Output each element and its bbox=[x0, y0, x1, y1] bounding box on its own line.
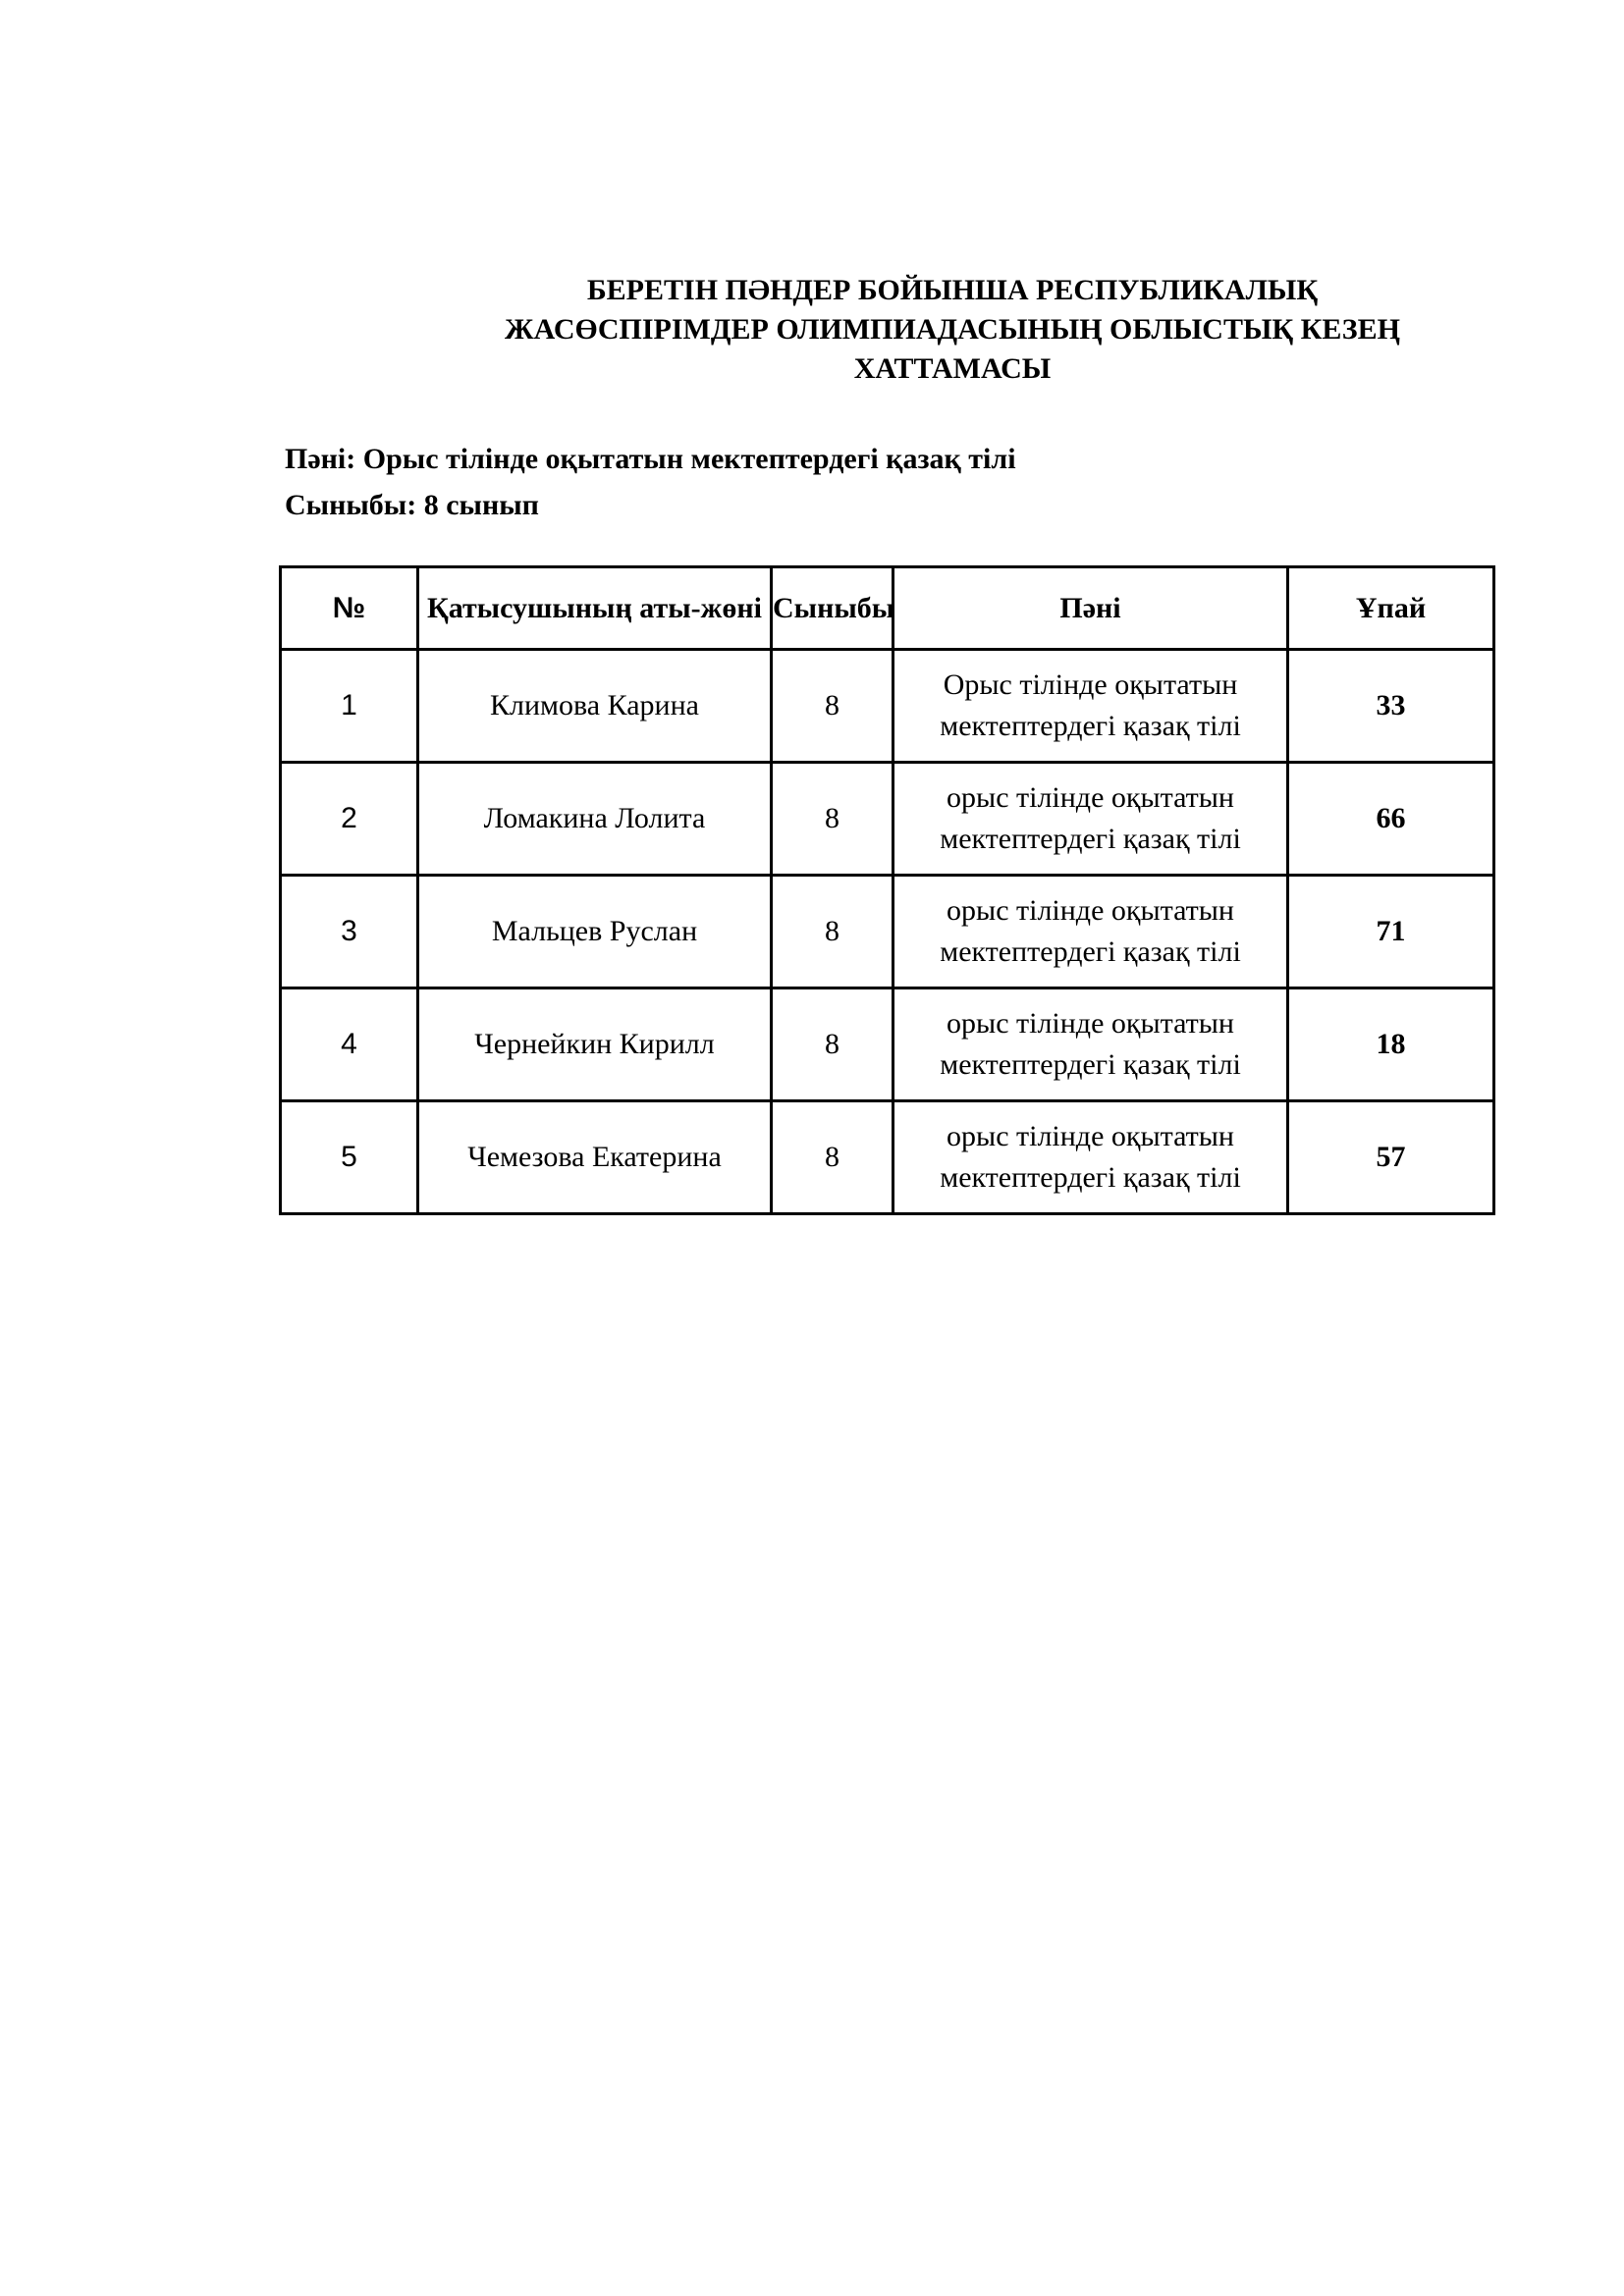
subject-line-2: мектептердегі қазақ тілі bbox=[940, 823, 1241, 855]
title-line: БЕРЕТІН ПӘНДЕР БОЙЫНША РЕСПУБЛИКАЛЫҚ bbox=[586, 274, 1319, 306]
results-table bbox=[279, 565, 1495, 1215]
table-row bbox=[281, 1101, 1494, 1214]
cell-name: Мальцев Руслан bbox=[418, 876, 772, 988]
cell-name: Чернейкин Кирилл bbox=[418, 988, 772, 1101]
header-subject: Пәні bbox=[893, 567, 1288, 650]
cell-num: 3 bbox=[281, 876, 418, 988]
subject-line-2: мектептердегі қазақ тілі bbox=[940, 710, 1241, 742]
table-row bbox=[281, 763, 1494, 876]
cell-num: 2 bbox=[281, 763, 418, 876]
class-line: Сыныбы: 8 сынып bbox=[285, 489, 539, 521]
header-num: № bbox=[281, 567, 418, 650]
header-grade: Сыныбы bbox=[772, 567, 893, 650]
cell-grade: 8 bbox=[772, 650, 893, 763]
cell-name: Ломакина Лолита bbox=[418, 763, 772, 876]
table-row bbox=[281, 650, 1494, 763]
subject-line: Пәні: Орыс тілінде оқытатын мектептердегі қазақ тілі bbox=[285, 443, 1016, 475]
cell-score: 66 bbox=[1288, 763, 1494, 876]
header-score: Ұпай bbox=[1288, 567, 1494, 650]
cell-grade: 8 bbox=[772, 763, 893, 876]
title-line: ХАТТАМАСЫ bbox=[853, 352, 1052, 385]
table-header-row bbox=[281, 567, 1494, 650]
subject-line-1: орыс тілінде оқытатын bbox=[947, 1120, 1234, 1152]
cell-grade: 8 bbox=[772, 1101, 893, 1214]
cell-subject bbox=[893, 876, 1288, 988]
cell-subject bbox=[893, 988, 1288, 1101]
subject-line-2: мектептердегі қазақ тілі bbox=[940, 1161, 1241, 1194]
cell-score: 71 bbox=[1288, 876, 1494, 988]
cell-grade: 8 bbox=[772, 988, 893, 1101]
cell-score: 33 bbox=[1288, 650, 1494, 763]
subject-line-1: орыс тілінде оқытатын bbox=[947, 781, 1234, 814]
cell-num: 5 bbox=[281, 1101, 418, 1214]
subject-line-2: мектептердегі қазақ тілі bbox=[940, 1048, 1241, 1081]
table-row bbox=[281, 988, 1494, 1101]
subject-line-1: орыс тілінде оқытатын bbox=[947, 894, 1234, 927]
subject-line-1: Орыс тілінде оқытатын bbox=[943, 668, 1238, 701]
cell-name: Чемезова Екатерина bbox=[418, 1101, 772, 1214]
cell-name: Климова Карина bbox=[418, 650, 772, 763]
table-row bbox=[281, 876, 1494, 988]
document-title bbox=[373, 271, 1532, 389]
cell-score: 18 bbox=[1288, 988, 1494, 1101]
cell-num: 4 bbox=[281, 988, 418, 1101]
cell-grade: 8 bbox=[772, 876, 893, 988]
cell-score: 57 bbox=[1288, 1101, 1494, 1214]
title-line: ЖАСӨСПІРІМДЕР ОЛИМПИАДАСЫНЫҢ ОБЛЫСТЫҚ КЕЗЕҢ bbox=[505, 313, 1400, 346]
cell-subject bbox=[893, 1101, 1288, 1214]
subject-line-2: мектептердегі қазақ тілі bbox=[940, 935, 1241, 968]
cell-num: 1 bbox=[281, 650, 418, 763]
cell-subject bbox=[893, 763, 1288, 876]
cell-subject bbox=[893, 650, 1288, 763]
subject-line-1: орыс тілінде оқытатын bbox=[947, 1007, 1234, 1040]
header-name: Қатысушының аты-жөні bbox=[418, 567, 772, 650]
